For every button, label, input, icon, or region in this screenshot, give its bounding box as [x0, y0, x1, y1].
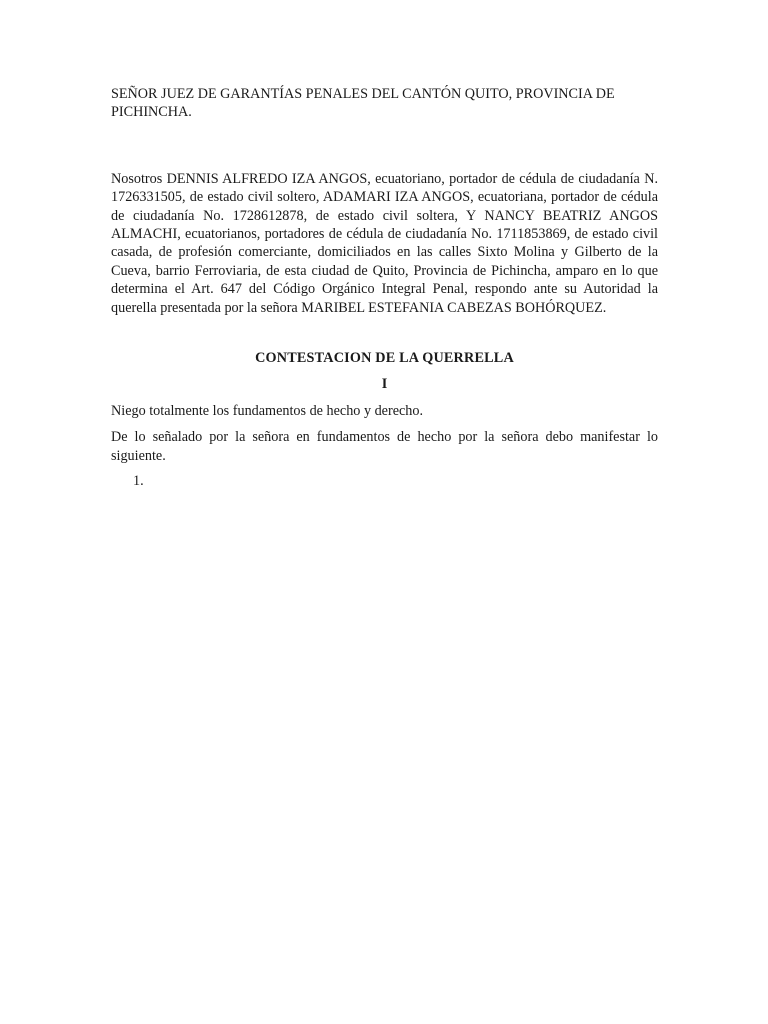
addressee-heading: SEÑOR JUEZ DE GARANTÍAS PENALES DEL CANTÓN QUITO, PROVINCIA DE PICHINCHA.: [111, 86, 615, 121]
statement-paragraph: De lo señalado por la señora en fundamentos de hecho por la señora debo manifestar lo siguiente.: [111, 429, 658, 464]
numbered-list: [111, 472, 658, 490]
list-item: 1.: [133, 473, 144, 490]
section-number: I: [381, 376, 388, 393]
document-body: [111, 85, 658, 491]
intro-paragraph: Nosotros DENNIS ALFREDO IZA ANGOS, ecuatoriano, portador de cédula de ciudadanía N. 1726331505, de estado civil soltero, ADAMARI IZA ANGOS, ecuatoriana, portador de cédula de ciudadanía No. 1728612878, de estado civil soltera, Y NANCY BEATRIZ ANGOS ALMACHI, ecuatorianos, portadores de cédula de ciudadanía No. 1711853869, de estado civil casada, de profesión comerciante, domiciliados en las calles Sixto Molina y Gilberto de la Cueva, barrio Ferroviaria, de esta ciudad de Quito, Provincia de Pichincha, amparo en lo que determina el Art. 647 del Código Orgánico Integral Penal, respondo ante su Autoridad la querella presentada por la señora MARIBEL ESTEFANIA CABEZAS BOHÓRQUEZ.: [111, 170, 658, 316]
section-title: CONTESTACION DE LA QUERRELLA: [255, 350, 514, 367]
denial-paragraph: Niego totalmente los fundamentos de hecho y derecho.: [111, 402, 424, 419]
